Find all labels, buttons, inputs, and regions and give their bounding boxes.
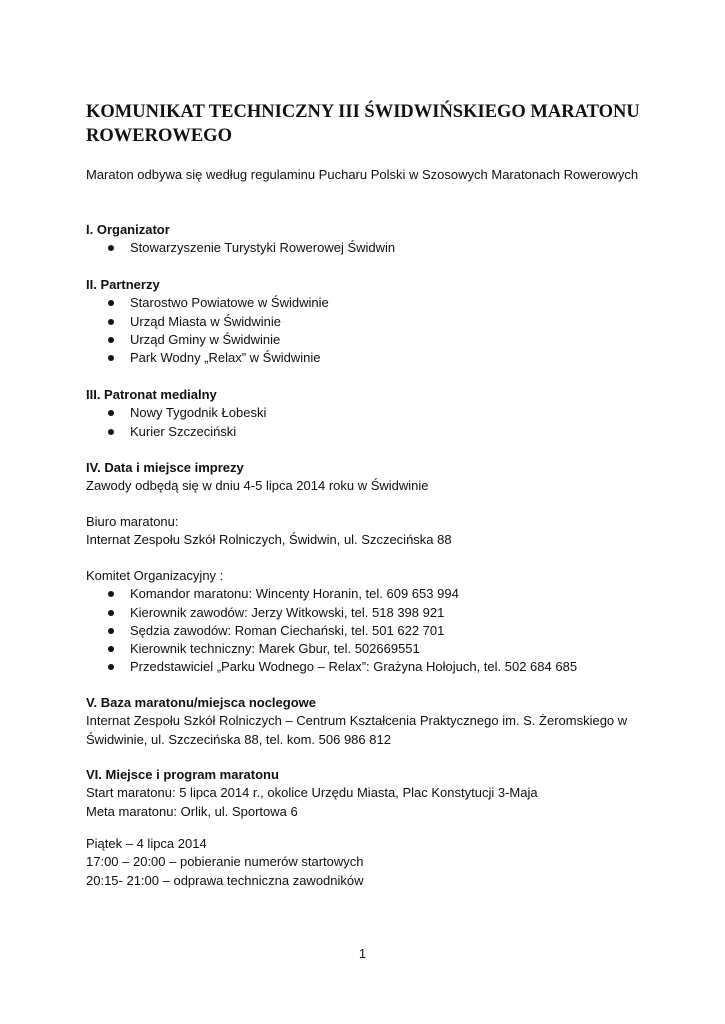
list-item: Urząd Miasta w Świdwinie [86, 313, 646, 331]
section-heading: V. Baza maratonu/miejsca noclegowe [86, 695, 316, 710]
bullet-icon [108, 610, 114, 616]
bullet-icon [108, 319, 114, 325]
section-date-place [86, 459, 646, 496]
bullet-icon [108, 300, 114, 306]
list-item: Komandor maratonu: Wincenty Horanin, tel. 609 653 994 [86, 585, 646, 603]
bullet-icon [108, 410, 114, 416]
list-item: Starostwo Powiatowe w Świdwinie [86, 294, 646, 312]
section-media-patronage [86, 386, 646, 441]
bullet-icon [108, 591, 114, 597]
date-line: Zawody odbędą się w dniu 4-5 lipca 2014 roku w Świdwinie [86, 478, 429, 494]
list-item: Urząd Gminy w Świdwinie [86, 331, 646, 349]
section-base [86, 694, 646, 749]
section-heading: II. Partnerzy [86, 277, 160, 292]
list-item: Sędzia zawodów: Roman Ciechański, tel. 501 622 701 [86, 622, 646, 640]
bullet-icon [108, 628, 114, 634]
section-organizer [86, 221, 646, 258]
schedule [86, 835, 646, 890]
list-item: Kurier Szczeciński [86, 423, 646, 441]
schedule-item: 20:15- 21:00 – odprawa techniczna zawodników [86, 872, 364, 888]
committee-label: Komitet Organizacyjny : [86, 568, 224, 583]
race-office [86, 513, 646, 550]
list-item: Kierownik techniczny: Marek Gbur, tel. 502669551 [86, 640, 646, 658]
organizer-list [86, 239, 646, 257]
section-program [86, 766, 646, 821]
intro-paragraph: Maraton odbywa się według regulaminu Pucharu Polski w Szosowych Maratonach Rowerowych [86, 167, 639, 182]
schedule-item: 17:00 – 20:00 – pobieranie numerów startowych [86, 854, 364, 870]
list-item: Kierownik zawodów: Jerzy Witkowski, tel. 518 398 921 [86, 604, 646, 622]
bullet-icon [108, 429, 114, 435]
office-address: Internat Zespołu Szkół Rolniczych, Świdwin, ul. Szczecińska 88 [86, 532, 452, 548]
start-line: Start maratonu: 5 lipca 2014 r., okolice Urzędu Miasta, Plac Konstytucji 3-Maja [86, 785, 538, 801]
committee-list [86, 585, 646, 676]
schedule-day: Piątek – 4 lipca 2014 [86, 836, 207, 851]
page-number: 1 [358, 946, 367, 961]
bullet-icon [108, 337, 114, 343]
list-item: Stowarzyszenie Turystyki Rowerowej Świdwin [86, 239, 646, 257]
bullet-icon [108, 245, 114, 251]
office-label: Biuro maratonu: [86, 514, 179, 529]
finish-line: Meta maratonu: Orlik, ul. Sportowa 6 [86, 803, 298, 819]
section-heading: III. Patronat medialny [86, 387, 217, 402]
section-partners [86, 276, 646, 367]
list-item: Przedstawiciel „Parku Wodnego – Relax”: Grażyna Hołojuch, tel. 502 684 685 [86, 658, 646, 676]
section-heading: VI. Miejsce i program maratonu [86, 767, 279, 782]
section-heading: I. Organizator [86, 222, 170, 237]
list-item: Nowy Tygodnik Łobeski [86, 404, 646, 422]
bullet-icon [108, 355, 114, 361]
bullet-icon [108, 646, 114, 652]
partners-list [86, 294, 646, 367]
organizing-committee [86, 567, 646, 677]
base-line-1: Internat Zespołu Szkół Rolniczych – Centrum Kształcenia Praktycznego im. S. Żeromskiego w [86, 713, 628, 729]
section-heading: IV. Data i miejsce imprezy [86, 460, 244, 475]
bullet-icon [108, 664, 114, 670]
media-list [86, 404, 646, 441]
document-title: KOMUNIKAT TECHNICZNY III ŚWIDWIŃSKIEGO MARATONU ROWEROWEGO [86, 102, 640, 146]
base-line-2: Świdwinie, ul. Szczecińska 88, tel. kom. 506 986 812 [86, 731, 391, 747]
list-item: Park Wodny „Relax” w Świdwinie [86, 349, 646, 367]
